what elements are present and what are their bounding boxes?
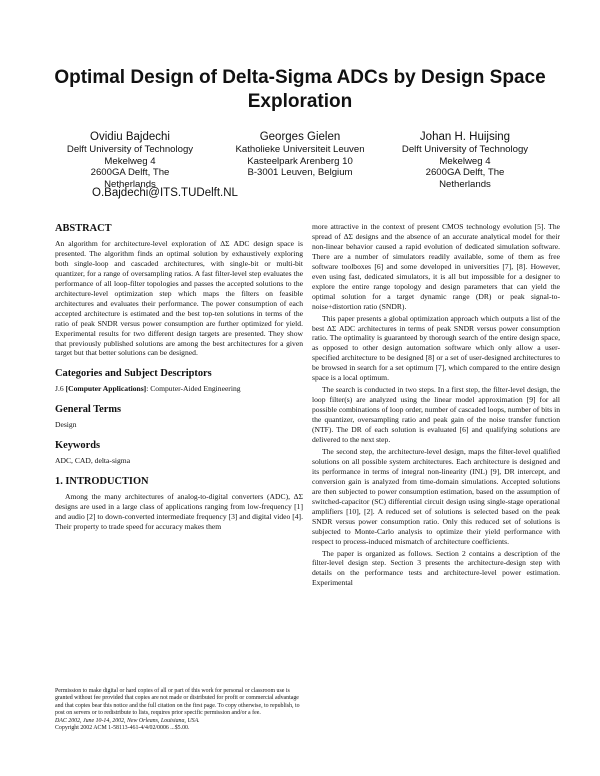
intro-paragraph: Among the many architectures of analog-to-digital converters (ADC), ΔΣ designs are used in a large class of applications ranging from low-frequency [1] and audio [2] to down-converted intermediate frequency [3] and digital video [4]. Their property to trade speed for accuracy makes them [55, 492, 303, 532]
permission-footnote [55, 688, 303, 732]
author-block-3 [375, 131, 555, 190]
author-address: 2600GA Delft, The [90, 167, 170, 178]
keywords-text: ADC, CAD, delta-sigma [55, 456, 131, 466]
intro-paragraph-continued: more attractive in the context of present CMOS technology evolution [5]. The spread of ΔΣ designs and the absence of an accurate analytical model for their non-linear behavior caused a rapid evolution of dedicated simulation software. There are a number of simulators readily available, some of them as free software toolboxes [6] and some developed in universities [7], [8]. However, even using fast, dedicated simulators, it is all but impossible for a designer to explore the entire range topology and design parameters that can yield the optimal solution for a target dynamic range (DR) or peak signal-to-noise+distortion ratio (SNDR). [312, 222, 560, 311]
author-address: Mekelweg 4 [439, 155, 491, 167]
author-affiliation: Delft University of Technology [401, 144, 529, 155]
author-name: Ovidiu Bajdechi [90, 131, 170, 143]
author-email: O.Bajdechi@ITS.TUDelft.NL [92, 187, 238, 199]
categories-code: J.6 [55, 384, 66, 394]
general-terms-section [55, 403, 303, 430]
intro-paragraph: This paper presents a global optimization approach which outputs a list of the best ΔΣ ADC architectures in terms of peak SNDR versus power consumption ratio. The optimality is guaranteed by thorough search of the entire design space, as opposed to other design automation software which only allow a user-specified architecture to be designed [8] or a set of user-designed architectures to be browsed in search for a set optimum [7], which compared to the entire design space is a local optimum. [312, 313, 560, 383]
abstract-section [55, 222, 303, 358]
author-affiliation: Katholieke Universiteit Leuven [235, 144, 365, 155]
author-address: Mekelweg 4 [104, 155, 156, 167]
author-address: B-3001 Leuven, Belgium [247, 167, 353, 178]
intro-paragraph: The paper is organized as follows. Section 2 contains a description of the filter-level design step. Section 3 presents the architecture-design step with details on the performance tests and architecture-level power estimation. Experimental [312, 548, 560, 588]
author-name: Johan H. Huijsing [419, 131, 511, 143]
keywords-heading: Keywords [55, 440, 101, 452]
author-address: 2600GA Delft, The [425, 167, 505, 178]
author-name: Georges Gielen [259, 131, 341, 143]
general-terms-heading: General Terms [55, 404, 122, 416]
author-block-2 [210, 131, 390, 179]
intro-paragraph: The search is conducted in two steps. In a first step, the filter-level design, the loop filter(s) are analyzed using the linear model approximation [9] for all possible combinations of loop order, number of cascaded loops, number of bits in the quantizer, oversampling ratio and peak gain of the noise transfer function (NTF). The DR of each solution is evaluated [6] and qualifying solutions are delivered to the next step. [312, 385, 560, 445]
abstract-heading: ABSTRACT [55, 223, 112, 234]
permission-text: Permission to make digital or hard copies of all or part of this work for personal or classroom use is granted without fee provided that copies are not made or distributed for profit or commercial advantage and that copies bear this notice and the full citation on the first page. To copy otherwise, to republish, to post on servers or to redistribute to lists, requires prior specific permission and/or a fee. [55, 688, 300, 717]
author-affiliation: Delft University of Technology [66, 144, 194, 155]
categories-bold: [Computer Applications] [65, 384, 147, 394]
abstract-text: An algorithm for architecture-level exploration of ΔΣ ADC design space is presented. The algorithm finds an optimal solution by exhaustively exploring both single-loop and cascaded architectures, with single-bit or multi-bit quantizer, for a range of oversampling ratios. A fast filter-level step evaluates the performance of all loop-filter topologies and passes the accepted solutions to the architecture-level optimization step which maps the filters on feasible architectures and evaluates their performance. The power consumption of each accepted architecture is estimated and the best top-ten solutions in terms of the ratio of peak SNDR versus power consumption are further optimized for yield. Experimental results for two different design targets are presented. They show that previously published solutions are among the best architectures for a given target but that better solutions can be designed. [55, 239, 303, 358]
left-column [55, 222, 303, 541]
author-block-1 [40, 131, 220, 190]
categories-desc: : Computer-Aided Engineering [146, 384, 241, 394]
general-terms-text: Design [55, 420, 77, 430]
introduction-section [55, 475, 303, 532]
paper-title: Optimal Design of Delta-Sigma ADCs by Design Space Exploration [54, 67, 546, 112]
keywords-section [55, 439, 303, 466]
right-column [312, 222, 560, 588]
author-address: Kasteelpark Arenberg 10 [247, 155, 353, 167]
categories-section [55, 367, 303, 394]
copyright-line: Copyright 2002 ACM 1-58113-461-4/4/02/0006 ...$5.00. [55, 725, 190, 732]
categories-heading: Categories and Subject Descriptors [55, 368, 212, 380]
intro-paragraph: The second step, the architecture-level design, maps the filter-level qualified solutions on all possible system architectures. Each architecture is designed and its performance in terms of integral non-linearity (INL) [9], DR intercept, and conversion gain is analyzed from time-domain simulations. Accepted solutions are then subjected to power consumption estimation, based on the assumption of switched-capacitor (SC) differential circuit design using single-stage operational amplifiers [10], [2]. A reduced set of solutions is selected based on the peak SNDR versus power consumption ratio. Only this reduced set of solutions is subjected to Monte-Carlo analysis to optimize their yield performance with respect to process-induced mismatch of architecture coefficients. [312, 446, 560, 546]
conference-line: DAC 2002, June 10-14, 2002, New Orleans, Louisiana, USA. [55, 717, 200, 724]
author-address: Netherlands [439, 178, 491, 190]
introduction-heading: 1. INTRODUCTION [55, 476, 149, 488]
author-address: Netherlands [104, 178, 156, 190]
categories-text [55, 384, 303, 394]
